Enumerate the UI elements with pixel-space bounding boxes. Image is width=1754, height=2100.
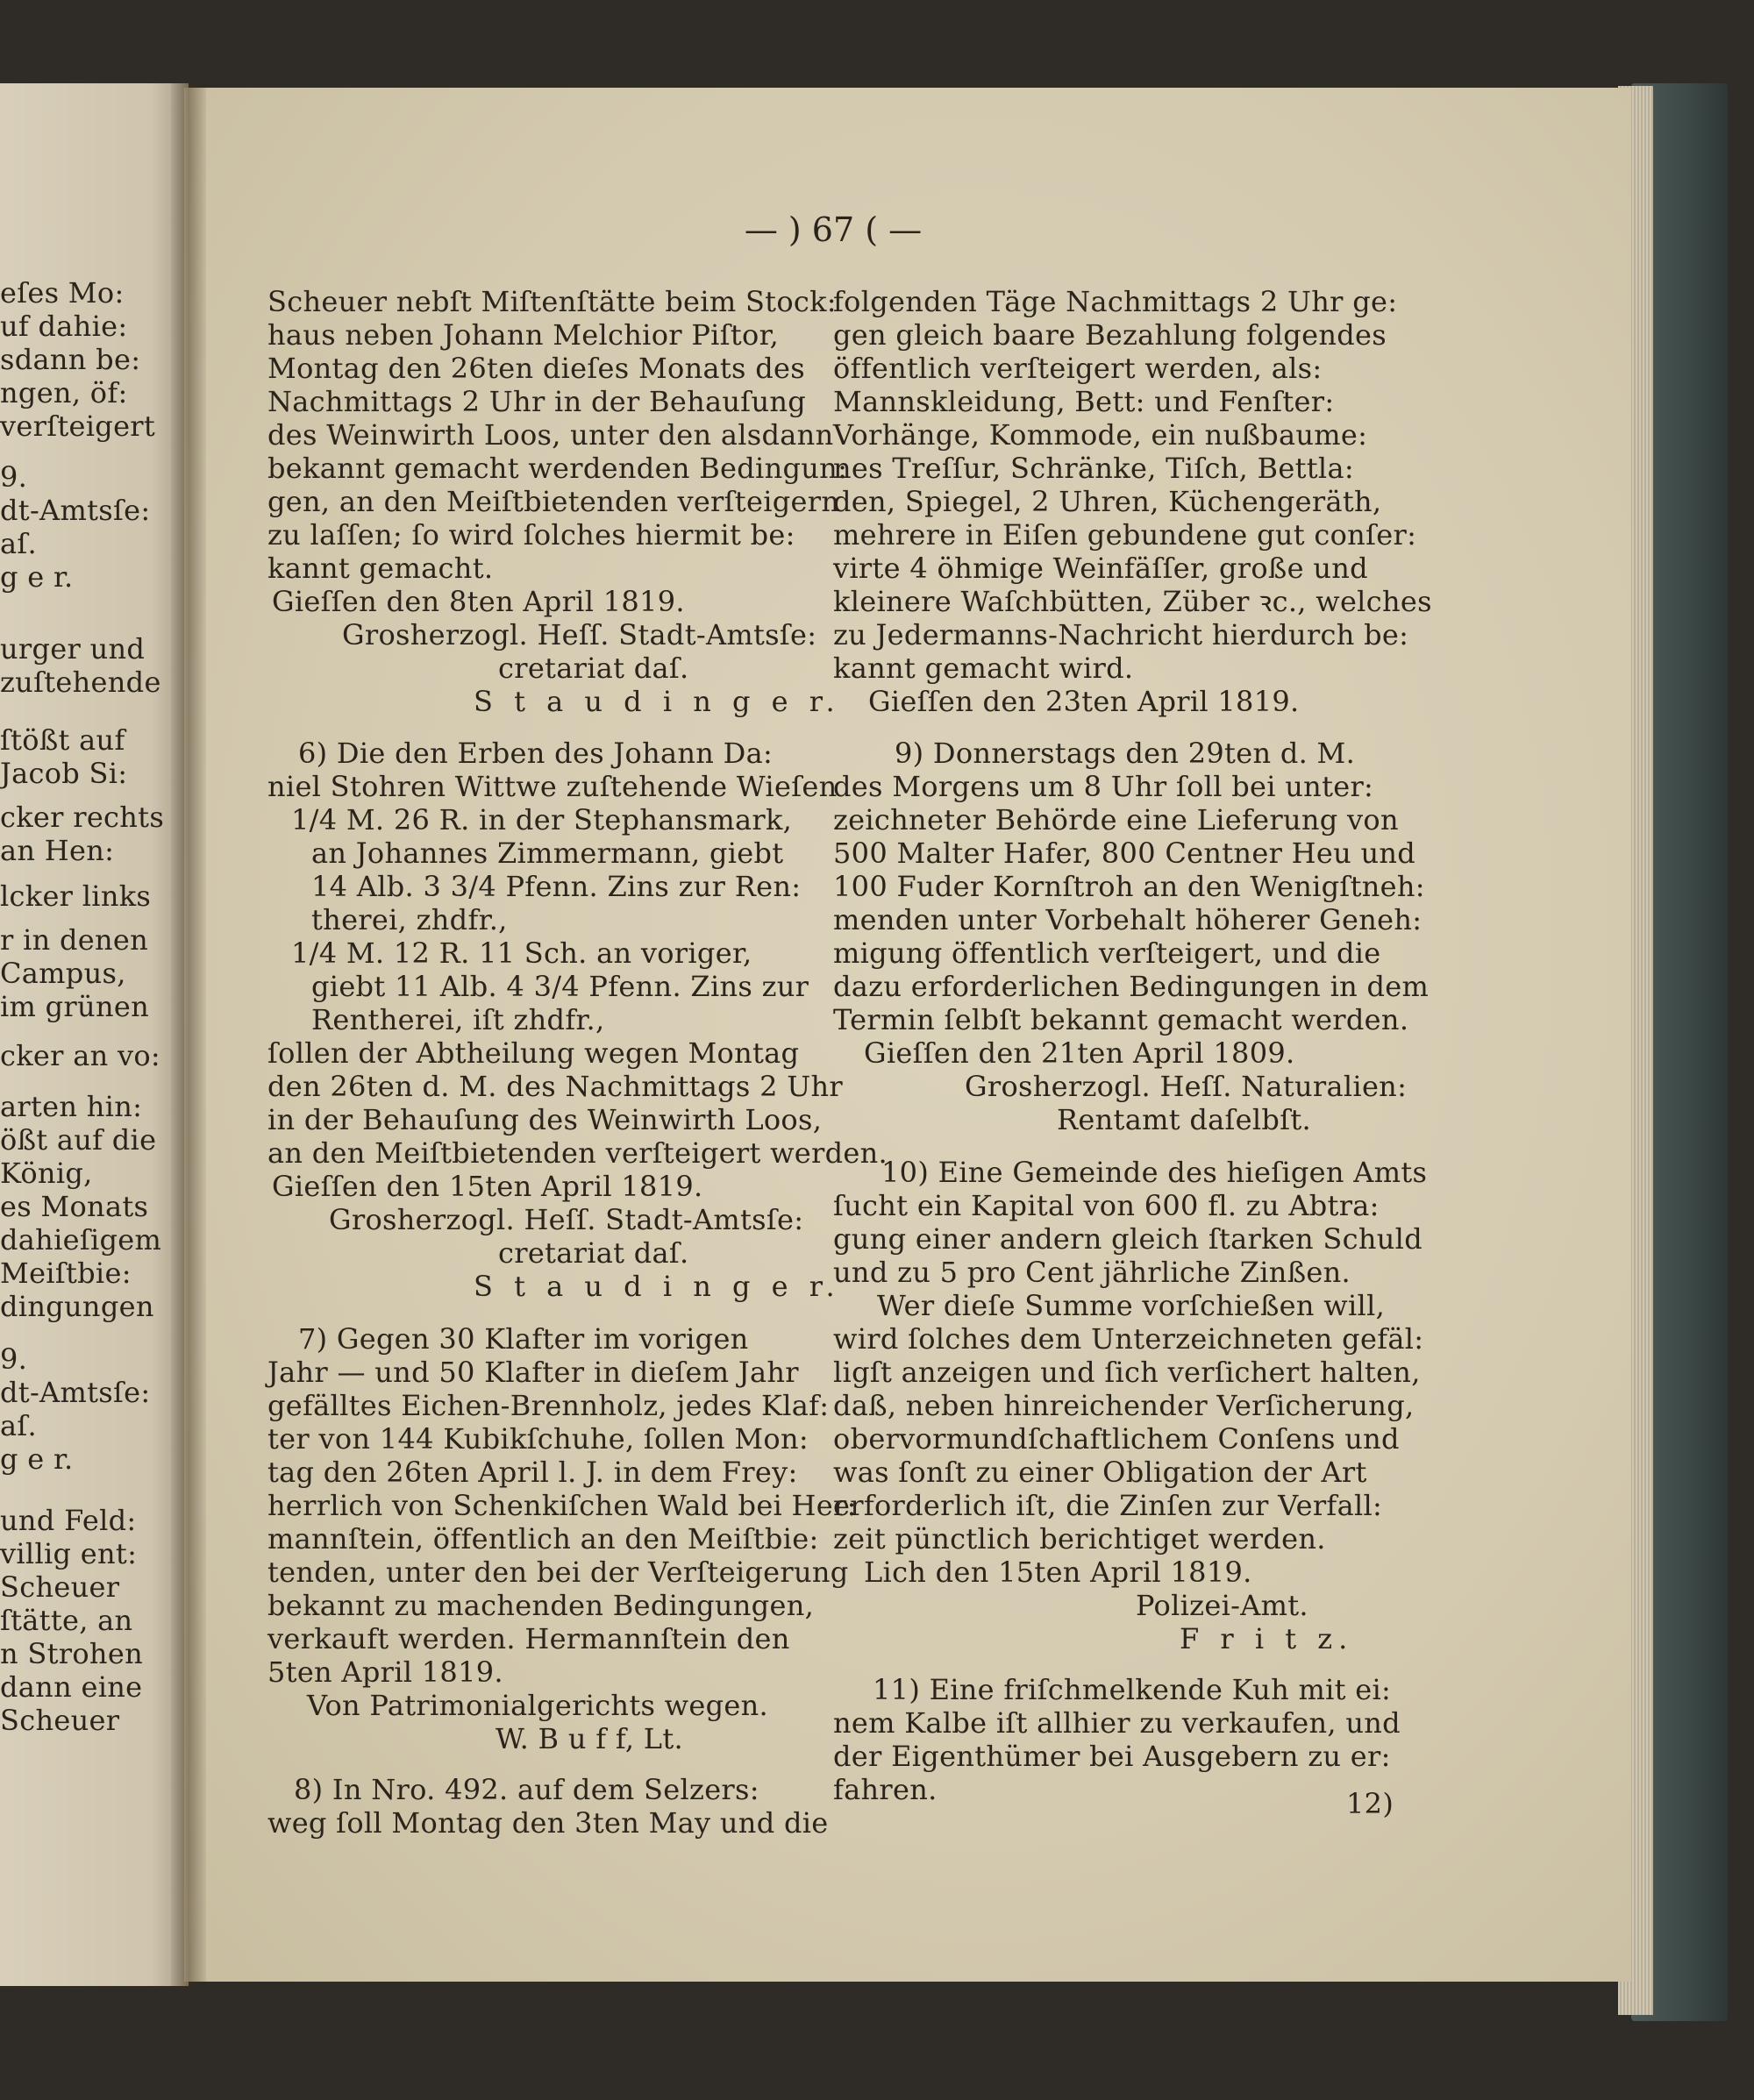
text-line: mannſtein, öffentlich an den Meiſtbie: bbox=[267, 1522, 819, 1555]
signature-authority: cretariat daſ. bbox=[498, 1236, 689, 1270]
text-line: in der Behauſung des Weinwirth Loos, bbox=[267, 1103, 823, 1136]
gutter-shadow bbox=[171, 83, 206, 1986]
left-fragment: g e r. bbox=[0, 1442, 74, 1476]
left-fragment: ößt auf die bbox=[0, 1123, 157, 1157]
text-line: bekannt zu machenden Bedingungen, bbox=[267, 1589, 815, 1622]
left-fragment: Jacob Si: bbox=[0, 757, 128, 790]
signature-authority: cretariat daſ. bbox=[498, 651, 689, 685]
text-line: kannt gemacht. bbox=[267, 552, 494, 585]
text-line: gefälltes Eichen-Brennholz, jedes Klaf: bbox=[267, 1389, 830, 1422]
text-line: kleinere Waſchbütten, Züber ꝛc., welches bbox=[833, 585, 1432, 618]
signature-authority: Polizei-Amt. bbox=[1136, 1589, 1308, 1622]
text-line: Rentherei, iſt zhdfr., bbox=[311, 1003, 605, 1036]
left-fragment: es Monats bbox=[0, 1190, 149, 1223]
text-line: migung öffentlich verſteigert, und die bbox=[833, 936, 1381, 970]
text-line: zeit pünctlich berichtiget werden. bbox=[833, 1522, 1326, 1555]
page-number: — ) 67 ( — bbox=[744, 210, 923, 249]
text-line: tenden, unter den bei der Verſteigerung bbox=[267, 1555, 849, 1589]
text-line: ſucht ein Kapital von 600 fl. zu Abtra: bbox=[833, 1189, 1380, 1222]
left-fragment: villig ent: bbox=[0, 1537, 138, 1570]
signature-authority: Von Patrimonialgerichts wegen. bbox=[307, 1689, 769, 1722]
left-fragment: dann eine bbox=[0, 1670, 143, 1704]
text-line: den, Spiegel, 2 Uhren, Küchengeräth, bbox=[833, 485, 1382, 518]
text-line: herrlich von Schenkiſchen Wald bei Her: bbox=[267, 1489, 857, 1522]
text-line: der Eigenthümer bei Ausgebern zu er: bbox=[833, 1740, 1391, 1773]
text-line: virte 4 öhmige Weinfäſſer, große und bbox=[833, 552, 1368, 585]
left-fragment: n Strohen bbox=[0, 1637, 143, 1670]
left-facing-page bbox=[0, 83, 189, 1986]
text-line: 100 Fuder Kornſtroh an den Wenigſtneh: bbox=[833, 870, 1425, 903]
left-fragment: dingungen bbox=[0, 1290, 154, 1323]
text-line: Vorhänge, Kommode, ein nußbaume: bbox=[833, 418, 1368, 452]
left-fragment: cker an vo: bbox=[0, 1039, 161, 1072]
text-line: fahren. bbox=[833, 1773, 938, 1806]
left-fragment: aſ. bbox=[0, 527, 37, 560]
text-line: Wer dieſe Summe vorſchießen will, bbox=[877, 1289, 1386, 1322]
left-fragment: arten hin: bbox=[0, 1090, 143, 1123]
left-fragment: eſes Mo: bbox=[0, 276, 125, 310]
left-fragment: dt-Amtsſe: bbox=[0, 494, 151, 527]
signature-authority: Rentamt daſelbſt. bbox=[1057, 1103, 1311, 1136]
text-line: dazu erforderlichen Bedingungen in dem bbox=[833, 970, 1430, 1003]
left-fragment: Meiſtbie: bbox=[0, 1256, 132, 1290]
left-fragment: urger und bbox=[0, 632, 146, 666]
text-line: kannt gemacht wird. bbox=[833, 651, 1134, 685]
text-line: und zu 5 pro Cent jährliche Zinßen. bbox=[833, 1256, 1351, 1289]
text-line: den 26ten d. M. des Nachmittags 2 Uhr bbox=[267, 1070, 844, 1103]
signature-authority: Grosherzogl. Heſſ. Stadt-Amtsſe: bbox=[329, 1203, 804, 1236]
text-line: bekannt gemacht werdenden Bedingun: bbox=[267, 452, 848, 485]
text-line: gen gleich baare Bezahlung folgendes bbox=[833, 318, 1387, 352]
left-fragment: aſ. bbox=[0, 1409, 37, 1442]
signature-authority: Grosherzogl. Heſſ. Stadt-Amtsſe: bbox=[342, 618, 817, 651]
signature-name: W. B u f f, Lt. bbox=[496, 1722, 683, 1755]
text-line: haus neben Johann Melchior Piſtor, bbox=[267, 318, 780, 352]
text-line: zu Jedermanns-Nachricht hierdurch be: bbox=[833, 618, 1409, 651]
date-line: Gieſſen den 15ten April 1819. bbox=[272, 1170, 703, 1203]
text-line: Mannskleidung, Bett: und Fenſter: bbox=[833, 385, 1335, 418]
left-fragment: dt-Amtsſe: bbox=[0, 1376, 151, 1409]
text-line: ſollen der Abtheilung wegen Montag bbox=[267, 1036, 800, 1070]
text-line: ter von 144 Kubikſchuhe, ſollen Mon: bbox=[267, 1422, 809, 1456]
left-fragment: 9. bbox=[0, 460, 28, 494]
left-fragment: 9. bbox=[0, 1342, 28, 1376]
left-fragment: g e r. bbox=[0, 560, 74, 594]
left-fragment: lcker links bbox=[0, 879, 152, 913]
text-line: des Morgens um 8 Uhr ſoll bei unter: bbox=[833, 770, 1374, 803]
left-fragment: Scheuer bbox=[0, 1704, 120, 1737]
text-line: 500 Malter Hafer, 800 Centner Heu und bbox=[833, 836, 1416, 870]
text-line: ligſt anzeigen und ſich verſichert halten, bbox=[833, 1356, 1421, 1389]
text-line: 9) Donnerstags den 29ten d. M. bbox=[895, 737, 1356, 770]
text-line: nes Treſſur, Schränke, Tiſch, Bettla: bbox=[833, 452, 1354, 485]
text-line: 10) Eine Gemeinde des hieſigen Amts bbox=[881, 1156, 1428, 1189]
text-line: 11) Eine friſchmelkende Kuh mit ei: bbox=[873, 1673, 1392, 1706]
text-line: daß, neben hinreichender Verſicherung, bbox=[833, 1389, 1415, 1422]
text-line: giebt 11 Alb. 4 3/4 Pfenn. Zins zur bbox=[311, 970, 809, 1003]
left-fragment: uf dahie: bbox=[0, 310, 128, 343]
text-line: Termin ſelbſt bekannt gemacht werden. bbox=[833, 1003, 1409, 1036]
text-line: weg ſoll Montag den 3ten May und die bbox=[267, 1806, 829, 1840]
text-line: an Johannes Zimmermann, giebt bbox=[311, 836, 784, 870]
text-line: folgenden Täge Nachmittags 2 Uhr ge: bbox=[833, 285, 1398, 318]
text-line: therei, zhdfr., bbox=[311, 903, 508, 936]
text-line: 5ten April 1819. bbox=[267, 1655, 503, 1689]
left-fragment: dahieſigem bbox=[0, 1223, 162, 1256]
left-fragment: zuſtehende bbox=[0, 666, 161, 699]
date-line: Gieſſen den 21ten April 1809. bbox=[864, 1036, 1295, 1070]
text-line: mehrere in Eiſen gebundene gut conſer: bbox=[833, 518, 1417, 552]
date-line: Lich den 15ten April 1819. bbox=[864, 1555, 1252, 1589]
text-line: an den Meiſtbietenden verſteigert werden. bbox=[267, 1136, 888, 1170]
text-line: zeichneter Behörde eine Lieferung von bbox=[833, 803, 1399, 836]
left-fragment: an Hen: bbox=[0, 834, 115, 867]
left-fragment: verſteigert bbox=[0, 409, 156, 443]
left-fragment: König, bbox=[0, 1157, 93, 1190]
text-line: 7) Gegen 30 Klafter im vorigen bbox=[298, 1322, 749, 1356]
text-line: gen, an den Meiſtbietenden verſteigern bbox=[267, 485, 840, 518]
left-fragment: cker rechts bbox=[0, 801, 165, 834]
left-fragment: Campus, bbox=[0, 957, 126, 990]
text-line: tag den 26ten April l. J. in dem Frey: bbox=[267, 1456, 798, 1489]
text-line: Nachmittags 2 Uhr in der Behauſung bbox=[267, 385, 807, 418]
left-fragment: ſtätte, an bbox=[0, 1604, 133, 1637]
text-line: obervormundſchaftlichem Conſens und bbox=[833, 1422, 1400, 1456]
text-line: menden unter Vorbehalt höherer Geneh: bbox=[833, 903, 1422, 936]
signature-name: F r i t z. bbox=[1180, 1622, 1354, 1655]
text-line: 14 Alb. 3 3/4 Pfenn. Zins zur Ren: bbox=[311, 870, 802, 903]
left-fragment: Scheuer bbox=[0, 1570, 120, 1604]
text-line: 6) Die den Erben des Johann Da: bbox=[298, 737, 774, 770]
signature-authority: Grosherzogl. Heſſ. Naturalien: bbox=[965, 1070, 1408, 1103]
left-fragment: ſtößt auf bbox=[0, 723, 125, 757]
catchword: 12) bbox=[1346, 1787, 1394, 1820]
text-line: gung einer andern gleich ſtarken Schuld bbox=[833, 1222, 1422, 1256]
text-line: zu laſſen; ſo wird ſolches hiermit be: bbox=[267, 518, 795, 552]
text-line: des Weinwirth Loos, unter den alsdann bbox=[267, 418, 834, 452]
text-line: nem Kalbe iſt allhier zu verkaufen, und bbox=[833, 1706, 1401, 1740]
text-line: erforderlich iſt, die Zinſen zur Verfall: bbox=[833, 1489, 1383, 1522]
text-line: 1/4 M. 12 R. 11 Sch. an voriger, bbox=[291, 936, 752, 970]
text-line: 1/4 M. 26 R. in der Stephansmark, bbox=[291, 803, 793, 836]
left-fragment: im grünen bbox=[0, 990, 149, 1023]
text-line: Montag den 26ten dieſes Monats des bbox=[267, 352, 805, 385]
date-line: Gieſſen den 23ten April 1819. bbox=[868, 685, 1300, 718]
text-line: niel Stohren Wittwe zuſtehende Wieſen bbox=[267, 770, 838, 803]
signature-name: S t a u d i n g e r. bbox=[474, 685, 841, 718]
text-line: öffentlich verſteigert werden, als: bbox=[833, 352, 1323, 385]
date-line: Gieſſen den 8ten April 1819. bbox=[272, 585, 685, 618]
text-line: was ſonſt zu einer Obligation der Art bbox=[833, 1456, 1367, 1489]
text-line: wird ſolches dem Unterzeichneten gefäl: bbox=[833, 1322, 1424, 1356]
signature-name: S t a u d i n g e r. bbox=[474, 1270, 841, 1303]
left-fragment: sdann be: bbox=[0, 343, 141, 376]
left-fragment: ngen, öf: bbox=[0, 376, 128, 409]
left-fragment: und Feld: bbox=[0, 1504, 137, 1537]
text-line: verkauft werden. Hermannſtein den bbox=[267, 1622, 790, 1655]
text-line: Scheuer nebſt Miſtenſtätte beim Stock: bbox=[267, 285, 837, 318]
text-line: Jahr — und 50 Klafter in dieſem Jahr bbox=[267, 1356, 799, 1389]
left-fragment: r in denen bbox=[0, 923, 149, 957]
text-line: 8) In Nro. 492. auf dem Selzers: bbox=[294, 1773, 759, 1806]
